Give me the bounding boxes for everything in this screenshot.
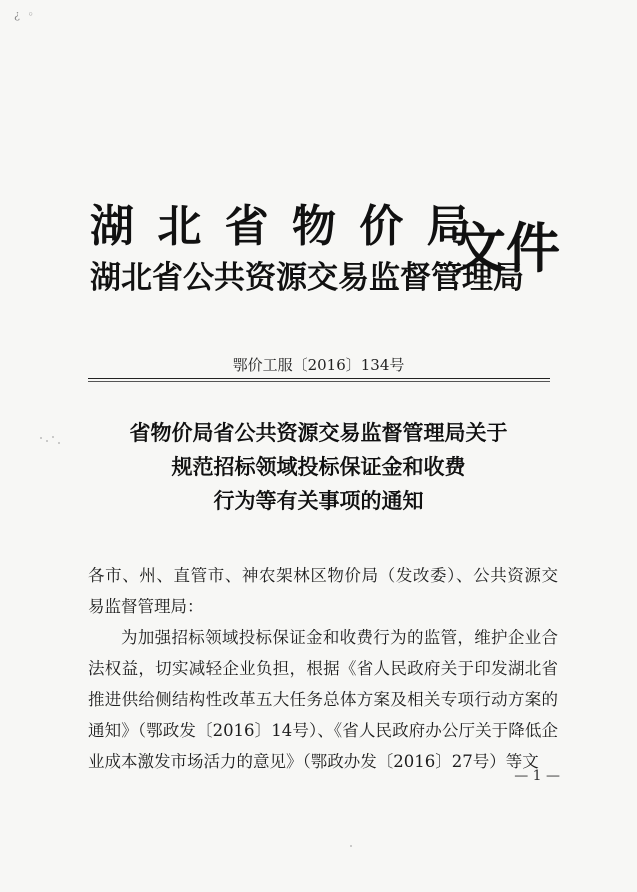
issuer-name-1: 湖 北 省 物 价 局 — [90, 201, 475, 252]
document-title — [0, 416, 637, 518]
document-type-label: 文件 — [452, 217, 560, 280]
scan-speck — [52, 436, 54, 438]
page-number: — 1 — — [514, 768, 560, 784]
title-line-1: 省物价局省公共资源交易监督管理局关于 — [129, 421, 508, 445]
scan-speck — [40, 437, 42, 439]
addressee-line: 各市、州、直管市、神农架林区物价局（发改委）、公共资源交易监督管理局： — [88, 566, 558, 616]
header-divider — [88, 378, 550, 379]
issuer-name-2: 湖北省公共资源交易监督管理局 — [90, 260, 524, 296]
scan-speck — [350, 845, 352, 847]
document-body — [88, 560, 558, 777]
header-divider-secondary — [88, 381, 550, 382]
document-header — [90, 190, 560, 310]
scan-speck — [46, 440, 48, 442]
document-number: 鄂价工服〔2016〕134号 — [232, 356, 405, 374]
title-line-2: 规范招标领域投标保证金和收费 — [171, 455, 466, 479]
body-paragraph: 为加强招标领域投标保证金和收费行为的监管，维护企业合法权益，切实减轻企业负担，根据《省人民政府关于印发湖北省推进供给侧结构性改革五大任务总体方案及相关专项行动方案的通知》（鄂政发〔2016〕14号）、《省人民政府办公厅关于降低企业成本激发市场活力的意见》（鄂政办发〔2016〕27号）等文 — [88, 628, 558, 771]
scan-speck — [58, 442, 60, 444]
title-line-3: 行为等有关事项的通知 — [213, 489, 424, 513]
corner-mark: ¿ ◦ — [14, 8, 36, 21]
